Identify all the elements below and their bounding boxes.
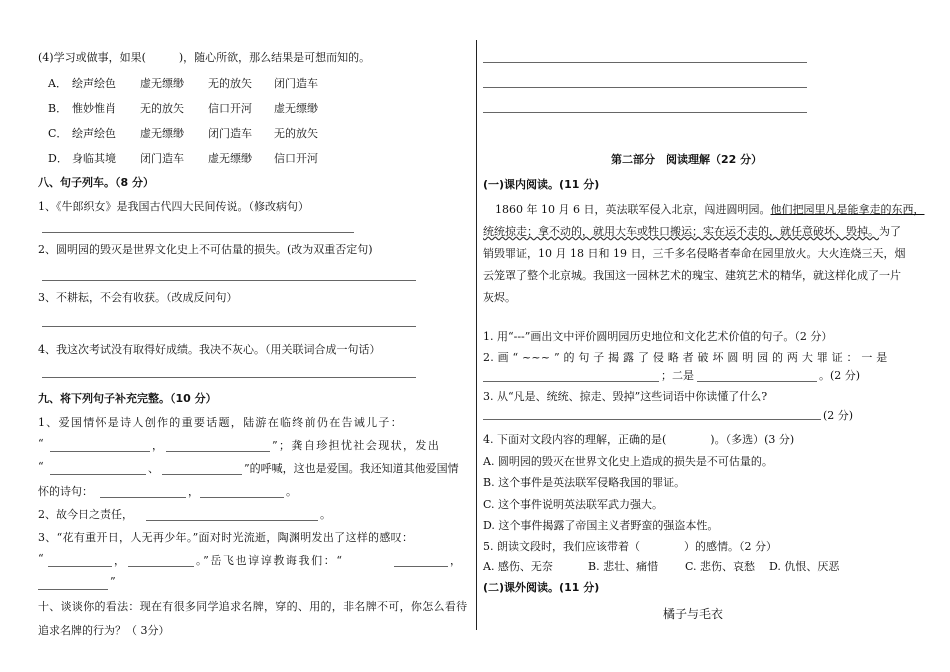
sec8-item-1: 1、《牛郎织女》是我国古代四大民间传说。（修改病句） (38, 200, 309, 213)
fill-blank[interactable] (50, 474, 146, 475)
fill-blank[interactable] (483, 381, 659, 382)
passage-line-2: 统统掠走；拿不动的，就用大车或牲口搬运；实在运不走的，就任意破坏、毁掉。为了 (483, 225, 901, 238)
question-2-score: 。(2 分) (819, 369, 861, 382)
question-1: 1. 用“---”画出文中评价圆明园历史地位和文化艺术价值的句子。（2 分） (483, 330, 833, 343)
answer-line[interactable] (483, 87, 807, 88)
sec10-line-2: 追求名牌的行为？（ 3分） (38, 624, 170, 637)
question-4: 4. 下面对文段内容的理解，正确的是( )。（多选）(3 分) (483, 433, 795, 446)
column-divider (476, 40, 477, 630)
sec8-item-3: 3、不耕耘，不会有收获。（改成反问句） (38, 291, 238, 304)
q4-option-idiom: 绘声绘色 (72, 77, 116, 90)
q4-option-idiom: 惟妙惟肖 (72, 102, 116, 115)
sec9-line-4-text: 怀的诗句： (38, 485, 93, 498)
sec8-item-2: 2、圆明园的毁灭是世界文化史上不可估量的损失。(改为双重否定句) (38, 243, 373, 256)
sec9-line-1: 1、爱国情怀是诗人创作的重要话题，陆游在临终前仍在告诫儿子： (38, 416, 403, 429)
sec9-line-5-text: 2、故今日之责任， (38, 508, 133, 521)
section-8-title: 八、句子列车。（8 分） (38, 176, 154, 189)
q5-option-d[interactable]: D. 仇恨、厌恶 (769, 560, 840, 573)
fill-blank[interactable] (100, 497, 186, 498)
question-5: 5. 朗读文段时，我们应该带着（ ）的感情。（2 分） (483, 540, 777, 553)
q4-option-letter[interactable]: A． (48, 77, 67, 90)
question-2-line-1: 2. 画 “ ~~~ ” 的 句 子 揭 露 了 侵 略 者 破 坏 圆 明 园 的 两 大 罪 证 ： 一 是 (483, 351, 888, 364)
passage-line-1: 1860 年 10 月 6 日，英法联军侵入北京，闯进圆明园。他们把园里凡是能拿走的东西， (495, 203, 925, 216)
sec9-line-2-text: ”；龚自珍担忧社会现状，发出 (272, 439, 441, 452)
section-9-title: 九、将下列句子补充完整。（10 分） (38, 392, 217, 405)
sec10-line-1: 十、谈谈你的看法：现在有很多同学追求名牌，穿的、用的，非名牌不可，你怎么看待 (38, 600, 468, 613)
q4-option-letter[interactable]: D． (48, 152, 68, 165)
story-title: 橘子与毛衣 (663, 607, 724, 621)
passage-line-3: 销毁罪证，10 月 18 日和 19 日，三千多名侵略者奉命在园里放火。大火连烧三天，烟 (483, 247, 906, 260)
quote-mark: “ (38, 437, 44, 450)
comma: ， (114, 554, 125, 567)
fill-blank[interactable] (394, 566, 448, 567)
q4-option-letter[interactable]: C． (48, 127, 68, 140)
period: 。 (286, 485, 297, 498)
quote-mark: ” (110, 575, 116, 588)
comma: ， (188, 485, 199, 498)
q4-option-b[interactable]: B. 这个事件是英法联军侵略我国的罪证。 (483, 476, 686, 489)
answer-line[interactable] (42, 280, 416, 281)
extracurricular-reading-title: (二)课外阅读。(11 分) (483, 581, 600, 594)
q4-option-idiom: 虚无缥缈 (140, 127, 184, 140)
q4-option-idiom: 信口开河 (208, 102, 252, 115)
answer-line[interactable] (483, 419, 821, 420)
quote-mark: “ (38, 460, 44, 473)
fill-blank[interactable] (128, 566, 194, 567)
q4-option-idiom: 身临其境 (72, 152, 116, 165)
answer-line[interactable] (42, 232, 354, 233)
answer-line[interactable] (483, 62, 807, 63)
answer-line[interactable] (42, 326, 416, 327)
question-3-score: (2 分) (823, 409, 854, 422)
pause-mark: 、 (148, 462, 159, 475)
fill-blank[interactable] (697, 381, 817, 382)
fill-blank[interactable] (200, 497, 284, 498)
sec9-line-7-text: 。”岳飞也谆谆教诲我们：“ (196, 554, 344, 567)
fill-blank[interactable] (166, 451, 270, 452)
q4-option-a[interactable]: A. 圆明园的毁灭在世界文化史上造成的损失是不可估量的。 (483, 455, 773, 468)
comma: ， (152, 439, 163, 452)
passage-line-4: 云笼罩了整个北京城。我国这一园林艺术的瑰宝、建筑艺术的精华，就这样化成了一片 (483, 269, 901, 282)
sec9-line-6: 3、“花有重开日，人无再少年。”面对时光流逝，陶渊明发出了这样的感叹： (38, 531, 414, 544)
q5-option-a[interactable]: A. 感伤、无奈 (483, 560, 553, 573)
in-class-reading-title: (一)课内阅读。(11 分) (483, 178, 600, 191)
fill-blank[interactable] (162, 474, 242, 475)
q4-option-idiom: 无的放矢 (208, 77, 252, 90)
q4-stem: (4)学习或做事，如果( )，随心所欲，那么结果是可想而知的。 (38, 51, 371, 64)
q4-option-idiom: 绘声绘色 (72, 127, 116, 140)
fill-blank[interactable] (146, 520, 318, 521)
q4-option-letter[interactable]: B． (48, 102, 68, 115)
answer-line[interactable] (483, 112, 807, 113)
q4-option-idiom: 闭门造车 (208, 127, 252, 140)
q4-option-c[interactable]: C. 这个事件说明英法联军武力强大。 (483, 498, 664, 511)
q4-option-idiom: 无的放矢 (274, 127, 318, 140)
period: 。 (320, 508, 331, 521)
q4-option-d[interactable]: D. 这个事件揭露了帝国主义者野蛮的强盗本性。 (483, 519, 719, 532)
q5-option-b[interactable]: B. 悲壮、痛惜 (588, 560, 659, 573)
q4-option-idiom: 信口开河 (274, 152, 318, 165)
sec9-line-3-text: ”的呼喊，这也是爱国。我还知道其他爱国情 (244, 462, 459, 475)
q4-option-idiom: 虚无缥缈 (208, 152, 252, 165)
q4-option-idiom: 闭门造车 (140, 152, 184, 165)
q4-option-idiom: 无的放矢 (140, 102, 184, 115)
sec8-item-4: 4、我这次考试没有取得好成绩。我决不灰心。（用关联词合成一句话） (38, 343, 381, 356)
fill-blank[interactable] (50, 451, 150, 452)
question-3: 3. 从“凡是、统统、掠走、毁掉”这些词语中你读懂了什么? (483, 390, 768, 403)
q4-option-idiom: 虚无缥缈 (274, 102, 318, 115)
q4-option-idiom: 虚无缥缈 (140, 77, 184, 90)
question-2-text: ；二是 (661, 369, 694, 382)
answer-line[interactable] (42, 377, 416, 378)
q5-option-c[interactable]: C. 悲伤、哀愁 (685, 560, 756, 573)
fill-blank[interactable] (38, 589, 108, 590)
q4-option-idiom: 闭门造车 (274, 77, 318, 90)
comma: ， (450, 554, 461, 567)
part2-title: 第二部分 阅读理解（22 分） (611, 153, 763, 166)
quote-mark: “ (38, 552, 44, 565)
fill-blank[interactable] (48, 566, 112, 567)
passage-line-5: 灰烬。 (483, 291, 516, 304)
